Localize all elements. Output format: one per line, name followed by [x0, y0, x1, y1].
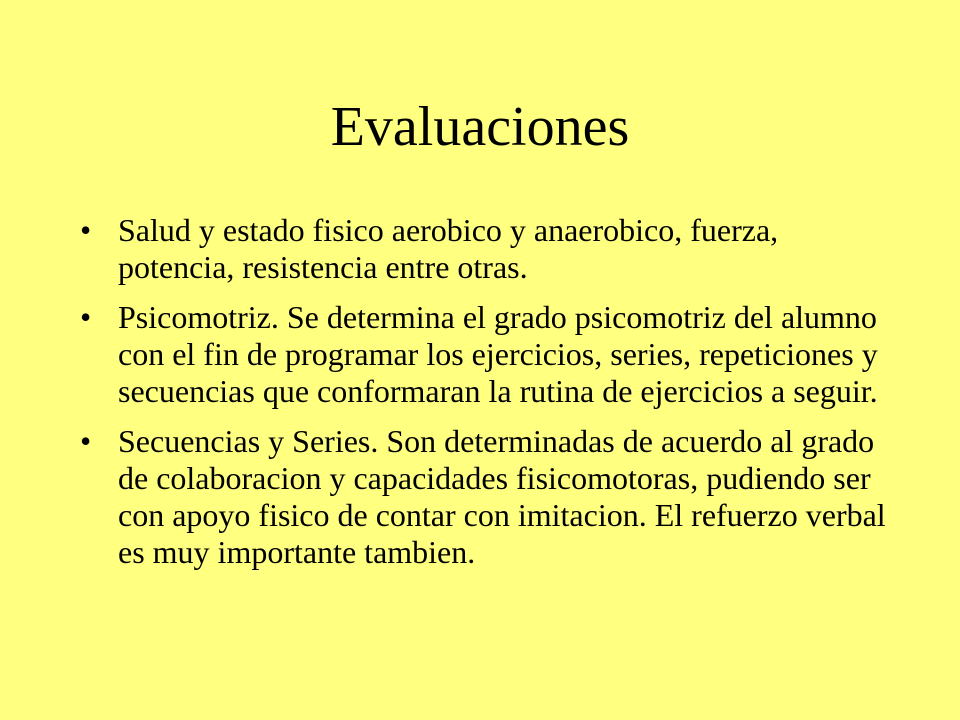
- bullet-dot-icon: •: [80, 299, 92, 335]
- bullet-dot-icon: •: [80, 423, 92, 459]
- slide-title: Evaluaciones: [330, 96, 630, 158]
- bullet-text-sequences: Secuencias y Series. Son determinadas de acuerdo al grado de colaboracion y capacidades fisicomotoras, pudiendo ser con apoyo fisico de contar con imitacion. El refuerzo verbal es muy importante tambien.: [118, 423, 886, 570]
- bullet-list: [80, 212, 900, 584]
- bullet-item-psychomotor: [80, 299, 900, 410]
- bullet-text-psychomotor: Psicomotriz. Se determina el grado psicomotriz del alumno con el fin de programar los ejercicios, series, repeticiones y secuencias que conformaran la rutina de ejercicios a seguir.: [118, 299, 878, 409]
- bullet-item-sequences: [80, 423, 900, 571]
- bullet-item-health: [80, 212, 900, 286]
- bullet-dot-icon: •: [80, 212, 92, 248]
- bullet-text-health: Salud y estado fisico aerobico y anaerobico, fuerza, potencia, resistencia entre otras.: [118, 212, 779, 285]
